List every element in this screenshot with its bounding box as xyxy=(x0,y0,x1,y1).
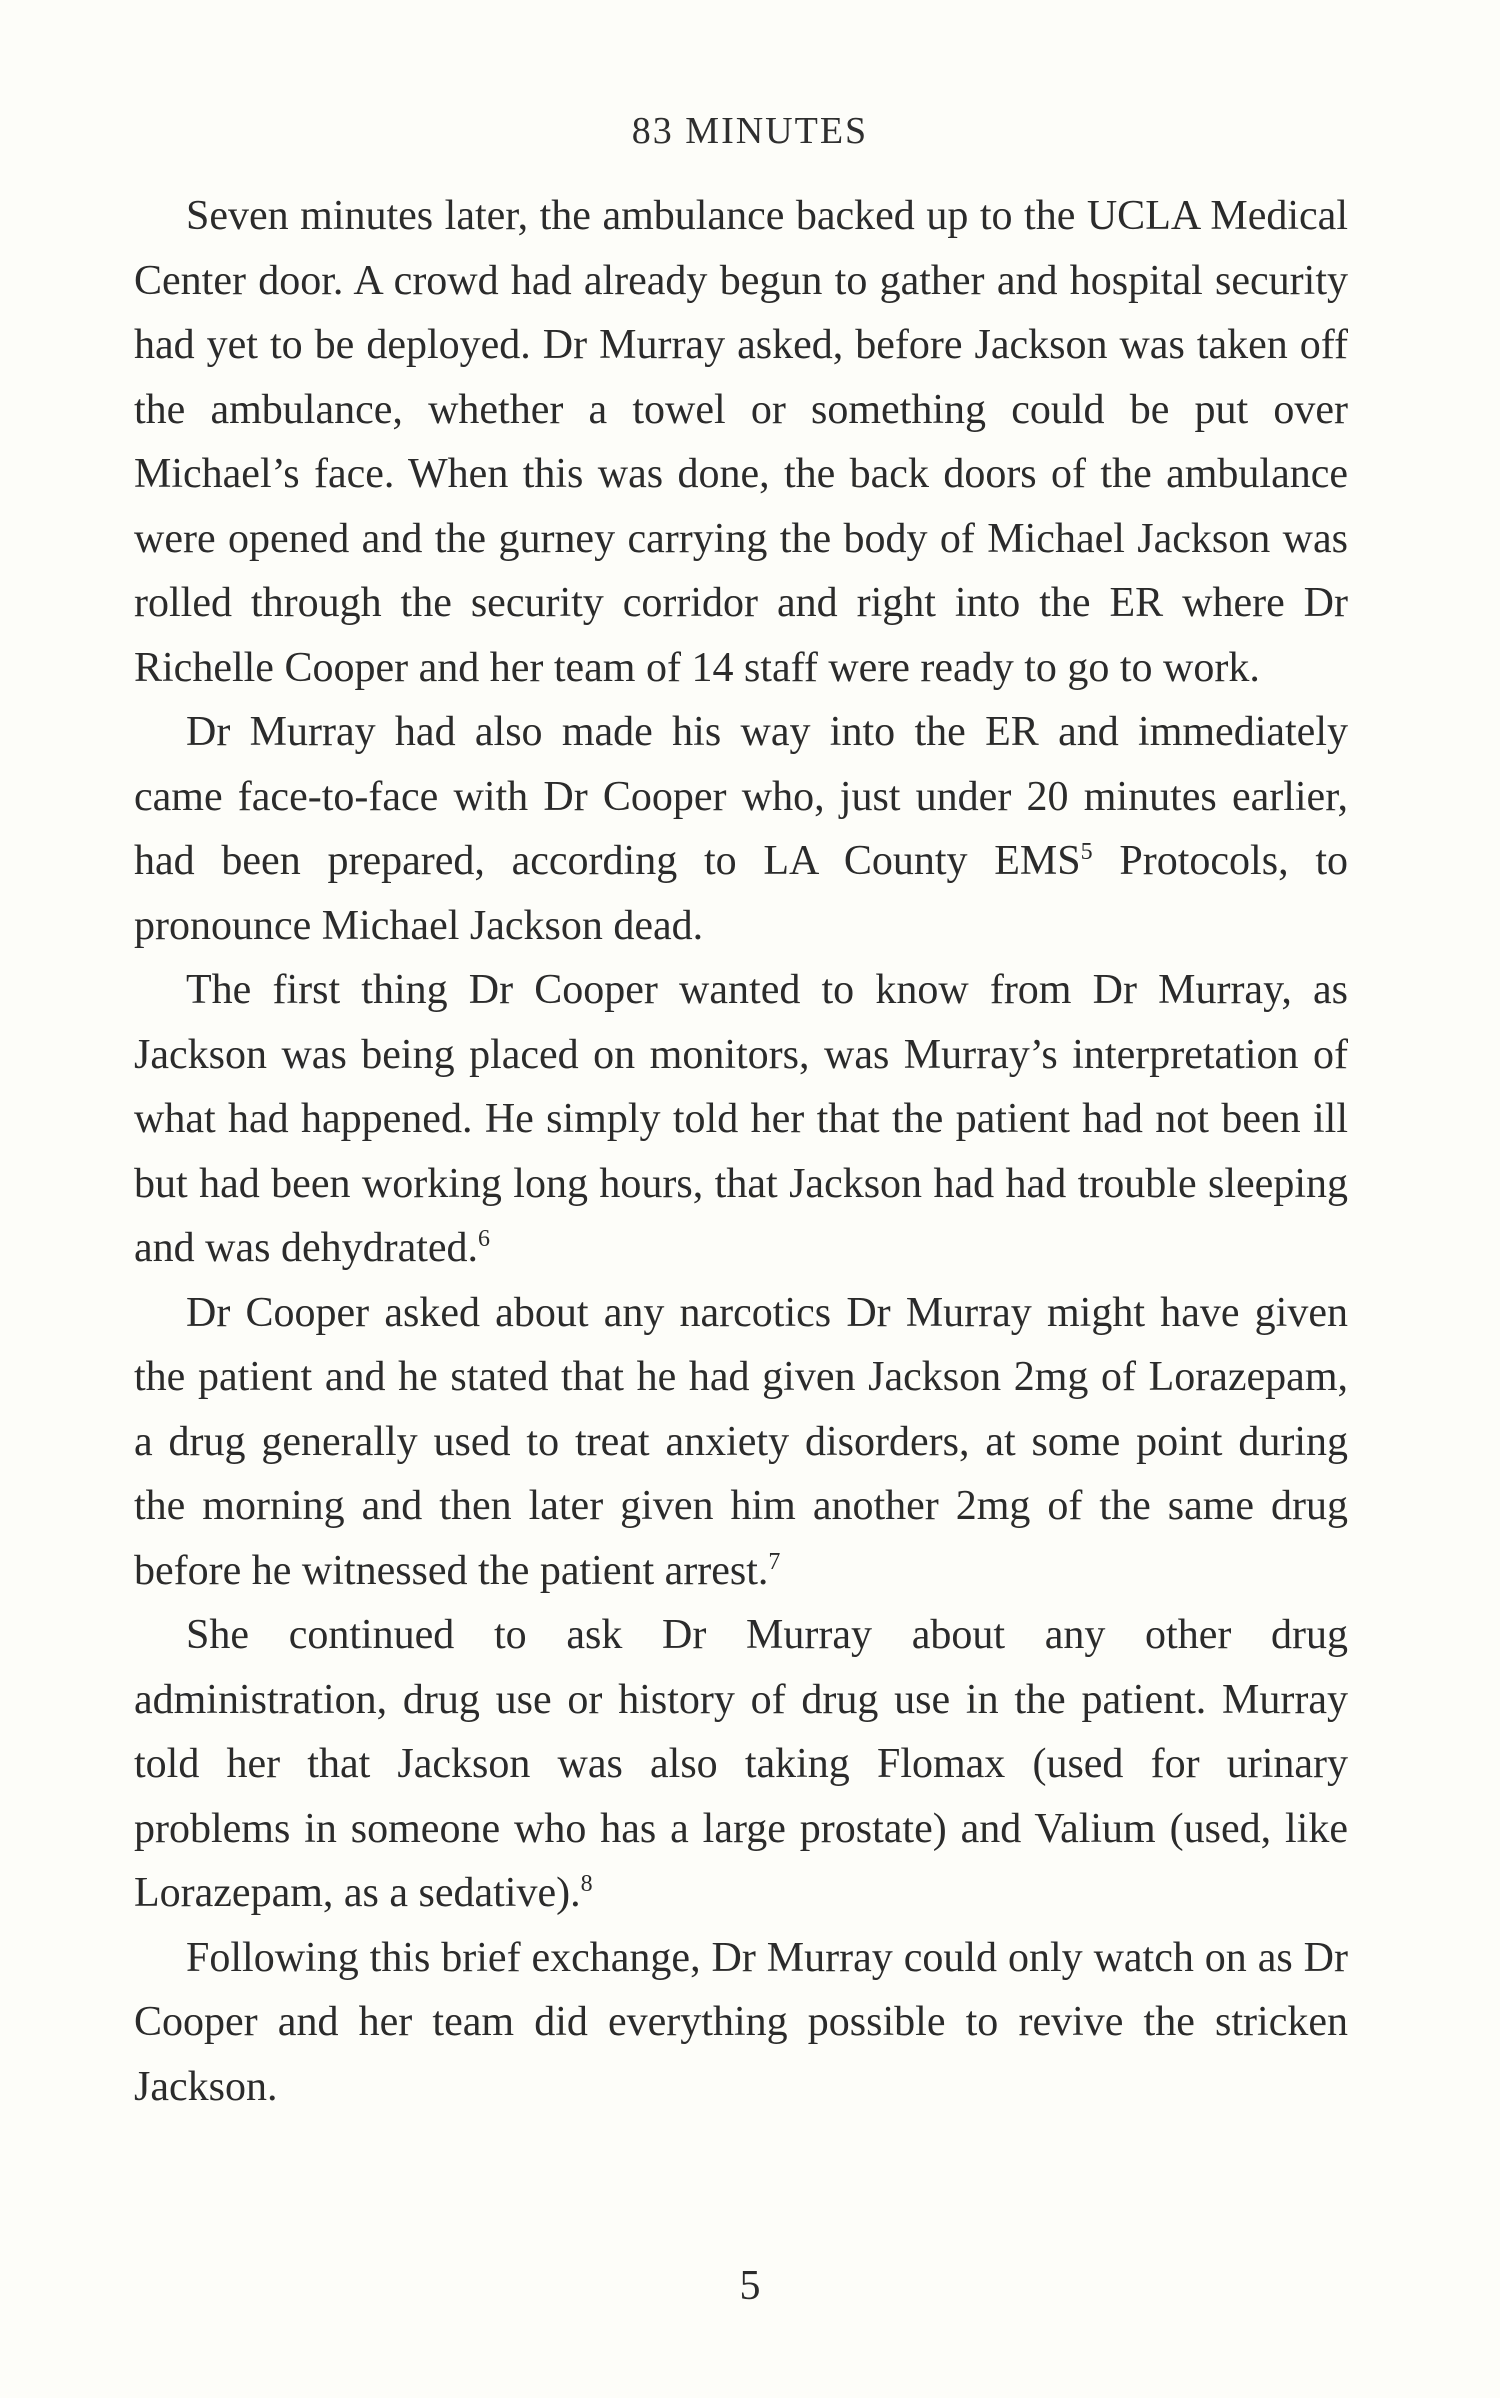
paragraph-text: Dr Murray had also made his way into the ER and immediately came face-to-face with Dr Cooper who, just under 20 minutes earlier, had been prepared, according to LA County EMS xyxy=(134,709,1348,884)
paragraph-text: Protocols, to pronounce Michael Jackson dead. xyxy=(134,838,1349,949)
paragraph-text: Following this brief exchange, Dr Murray could only watch on as Dr Cooper and her team did everything possible to revive the stricken Jackson. xyxy=(134,1934,1348,2110)
paragraph-1 xyxy=(134,184,1348,700)
paragraph-text: She continued to ask Dr Murray about any other drug administration, drug use or history of drug use in the patient. Murray told her that Jackson was also taking Flomax (used for urinary problems in someone who has a large prostate) and Valium (used, like Lorazepam, as a sedative). xyxy=(134,1612,1348,1916)
paragraph-text: Seven minutes later, the ambulance backed up to the UCLA Medical Center door. A crowd had already begun to gather and hospital security had yet to be deployed. Dr Murray asked, before Jackson was taken off the ambulance, whether a towel or something could be put over Michael’s face. When this was done, the back doors of the ambulance were opened and the gurney carrying the body of Michael Jackson was rolled through the security corridor and right into the ER where Dr Richelle Cooper and her team of 14 staff were ready to go to work. xyxy=(134,193,1348,691)
footnote-marker: 8 xyxy=(580,1871,593,1897)
body-text xyxy=(134,184,1348,2119)
paragraph-text: Dr Cooper asked about any narcotics Dr Murray might have given the patient and he stated that he had given Jackson 2mg of Lorazepam, a drug generally used to treat anxiety disorders, at some point during the morning and then later given him another 2mg of the same drug before he witnessed the patient arrest. xyxy=(134,1289,1348,1594)
paragraph-2 xyxy=(134,700,1348,958)
footnote-marker: 6 xyxy=(478,1226,491,1252)
running-head: 83 MINUTES xyxy=(631,110,869,152)
paragraph-6 xyxy=(134,1926,1348,2120)
paragraph-4 xyxy=(134,1281,1348,1604)
paragraph-text: The first thing Dr Cooper wanted to know from Dr Murray, as Jackson was being placed on monitors, was Murray’s interpretation of what had happened. He simply told her that the patient had not been ill but had been working long hours, that Jackson had had trouble sleeping and was dehydrated. xyxy=(134,967,1348,1271)
paragraph-3 xyxy=(134,958,1348,1281)
footnote-marker: 5 xyxy=(1080,839,1093,865)
paragraph-5 xyxy=(134,1603,1348,1926)
page-number: 5 xyxy=(739,2263,761,2309)
footnote-marker: 7 xyxy=(768,1548,781,1575)
